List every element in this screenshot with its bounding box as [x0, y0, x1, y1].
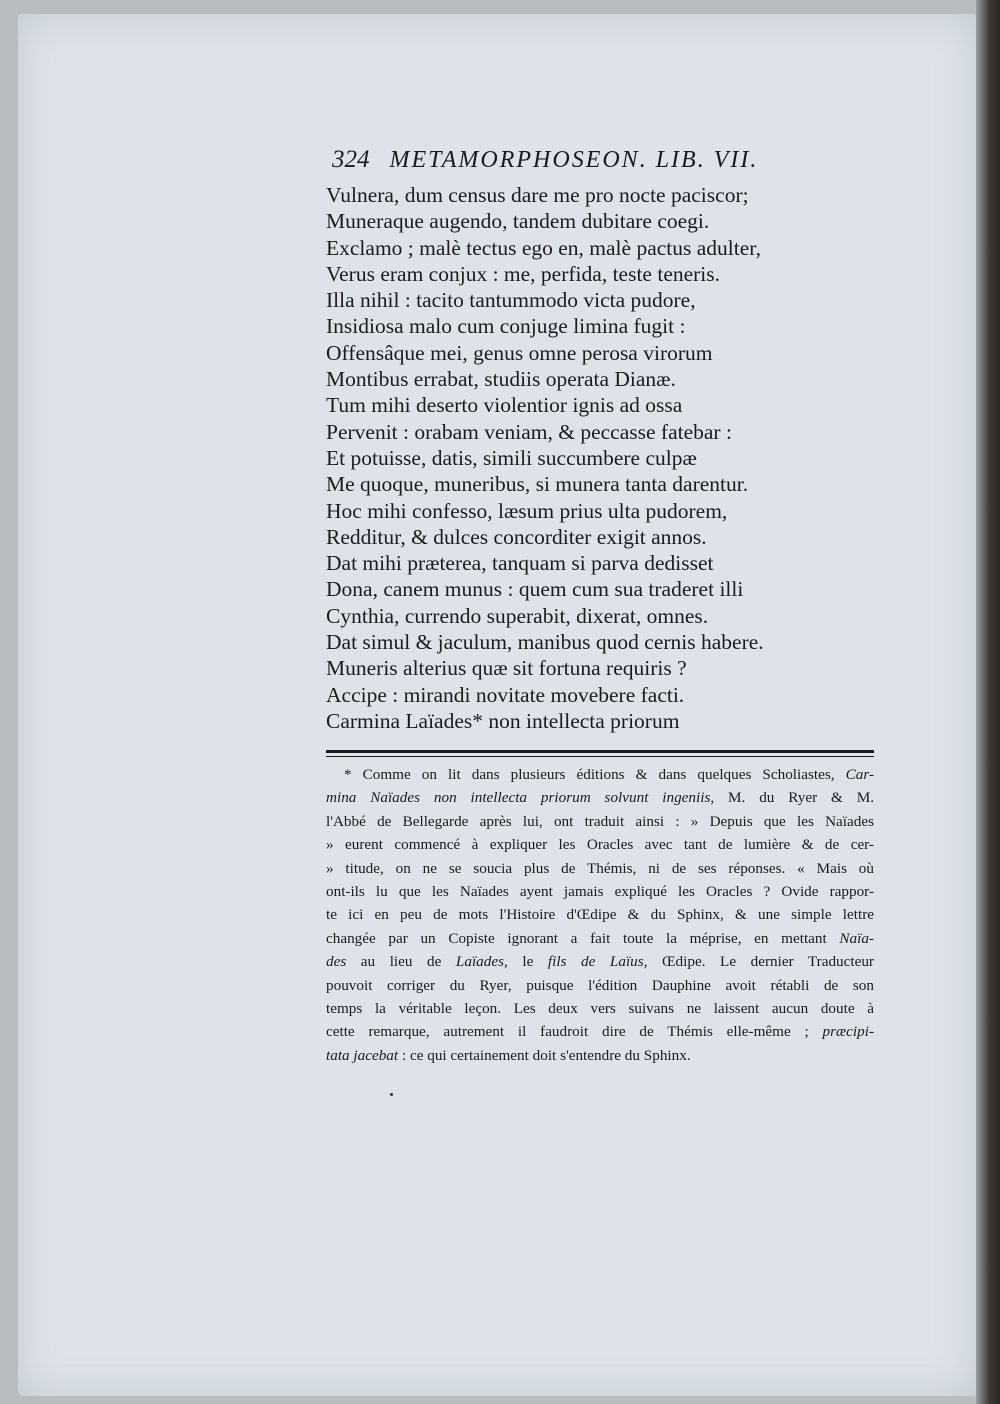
- footnote-text: l'Abbé de Bellegarde après lui, ont traduit ainsi : » Depuis que les Naïades: [326, 812, 874, 830]
- verse-line: Carmina Laïades* non intellecta priorum: [326, 708, 680, 733]
- footnote-text: au lieu de: [346, 953, 456, 971]
- footnote-text: , M. du Ryer & M.: [710, 789, 874, 807]
- footnote-italic-text: præcipi-: [822, 1023, 874, 1041]
- footnote-line: [326, 763, 874, 786]
- verse-line: Offensâque mei, genus omne perosa virorum: [326, 340, 713, 365]
- footnote: [326, 763, 874, 1067]
- verse-block: [326, 182, 796, 734]
- footnote-italic-text: des: [326, 953, 347, 971]
- verse-line: Exclamo ; malè tectus ego en, malè pactus adulter,: [326, 235, 761, 260]
- footnote-line: [326, 950, 874, 973]
- footnote-text: * Comme on lit dans plusieurs éditions & dans quelques Scholiastes,: [344, 766, 846, 783]
- footnote-line: [326, 974, 874, 997]
- verse-line: Pervenit : orabam veniam, & peccasse fatebar :: [326, 419, 732, 444]
- running-head: [332, 146, 874, 180]
- verse-line: Muneraque augendo, tandem dubitare coegi.: [326, 209, 710, 234]
- footnote-text: te ici en peu de mots l'Histoire d'Œdipe & du Sphinx, & une simple lettre: [326, 906, 874, 924]
- book-spine: [976, 0, 1000, 1404]
- footnote-line: [326, 857, 874, 880]
- verse-line: Cynthia, currendo superabit, dixerat, omnes.: [326, 603, 709, 628]
- footnote-italic-text: mina Naïades non intellecta priorum solvunt ingeniis: [326, 789, 711, 807]
- running-title: METAMORPHOSEON. LIB. VII.: [389, 147, 759, 173]
- footnote-line: [326, 810, 874, 833]
- verse-line: Dona, canem munus : quem cum sua traderet illi: [326, 577, 744, 602]
- footnote-line: [326, 927, 874, 950]
- footnote-text: changée par un Copiste ignorant a fait toute la méprise, en mettant: [326, 929, 840, 947]
- footnote-text: » eurent commencé à expliquer les Oracles avec tant de lumière & de cer-: [326, 836, 874, 854]
- verse-line: Me quoque, muneribus, si munera tanta darentur.: [326, 472, 749, 497]
- verse-line: Accipe : mirandi novitate movebere facti.: [326, 682, 685, 707]
- footnote-text: cette remarque, autrement il faudroit dire de Thémis elle-même ;: [326, 1023, 823, 1041]
- verse-line: Vulnera, dum census dare me pro nocte paciscor;: [326, 183, 749, 207]
- footnote-line: [326, 903, 874, 926]
- footnote-italic-text: Naïa-: [839, 929, 874, 947]
- footnote-text: ont-ils lu que les Naïades ayent jamais expliqué les Oracles ? Ovide rappor-: [326, 883, 874, 901]
- verse-line: Illa nihil : tacito tantummodo victa pudore,: [326, 288, 696, 313]
- footnote-text: temps la véritable leçon. Les deux vers suivans ne laissent aucun doute à: [326, 1000, 874, 1018]
- ink-speck: [390, 1093, 393, 1096]
- verse-line: Hoc mihi confesso, læsum prius ulta pudorem,: [326, 498, 728, 523]
- verse-line: Dat mihi præterea, tanquam si parva dedisset: [326, 551, 714, 576]
- footnote-text: , Œdipe. Le dernier Traducteur: [643, 953, 874, 971]
- footnote-text: : ce qui certainement doit s'entendre du Sphinx.: [398, 1046, 691, 1064]
- page-number: 324: [332, 146, 370, 173]
- footnote-italic-text: Laïades: [455, 953, 505, 971]
- footnote-line: [326, 880, 874, 903]
- footnote-italic-text: fils de Laïus: [547, 953, 644, 971]
- footnote-line: [326, 786, 874, 809]
- verse-line: Insidiosa malo cum conjuge limina fugit :: [326, 314, 686, 339]
- verse-line: Montibus errabat, studiis operata Dianæ.: [326, 367, 676, 392]
- footnote-text: » titude, on ne se soucia plus de Thémis, ni de ses réponses. « Mais où: [326, 859, 874, 877]
- footnote-line: [326, 997, 874, 1020]
- footnote-text: , le: [504, 953, 548, 971]
- footnote-rule-thick: [326, 750, 874, 753]
- footnote-text: pouvoit corriger du Ryer, puisque l'édition Dauphine avoit rétabli de son: [326, 976, 874, 994]
- verse-line: Verus eram conjux : me, perfida, teste teneris.: [326, 261, 721, 286]
- footnote-line: [326, 1020, 874, 1043]
- footnote-italic-text: Car-: [845, 766, 874, 783]
- verse-line: Dat simul & jaculum, manibus quod cernis habere.: [326, 630, 764, 655]
- verse-line: Tum mihi deserto violentior ignis ad ossa: [326, 393, 683, 418]
- footnote-rule-thin: [326, 756, 874, 757]
- verse-line: Et potuisse, datis, simili succumbere culpæ: [326, 445, 697, 470]
- footnote-line: [326, 833, 874, 856]
- footnote-line: [326, 1044, 874, 1067]
- verse-line: Redditur, & dulces concorditer exigit annos.: [326, 524, 707, 549]
- verse-line: Muneris alterius quæ sit fortuna requiris ?: [326, 656, 687, 681]
- footnote-italic-text: tata jacebat: [326, 1046, 399, 1064]
